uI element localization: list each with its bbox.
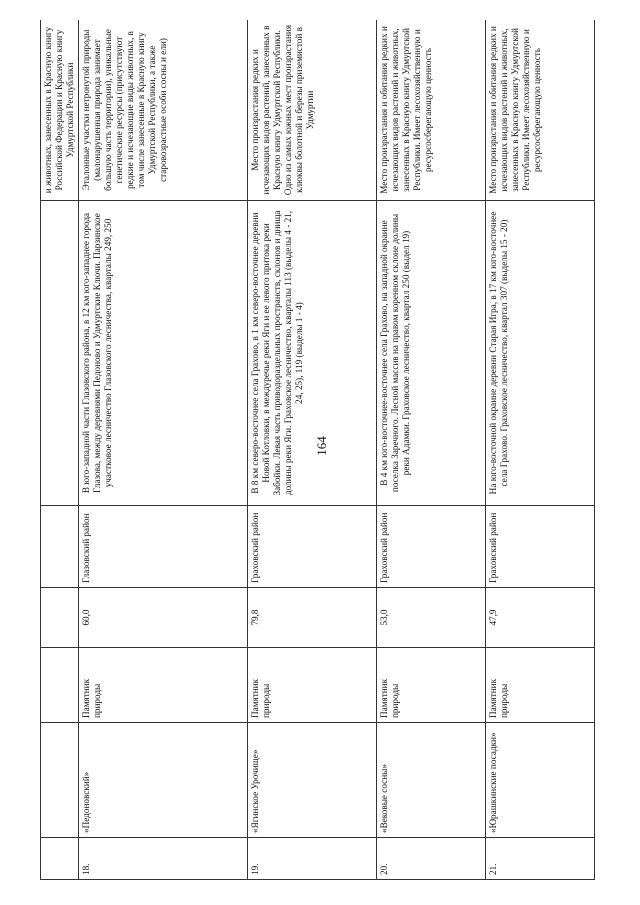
row-area: 47,9	[485, 588, 594, 648]
row-number: 18.	[79, 838, 248, 880]
row-purpose: Место произрастания редких и исчезающих видов растений, занесенных в Красную книгу Удмуртской Республики. Одно из самых южных мест произрастания клюквы болотной и березы приземистой в Удмуртии	[248, 20, 377, 201]
row-number: 20.	[377, 838, 486, 880]
row-purpose: Место произрастания и обитания редких и исчезающих видов растений и животных, занесенных в Красную книгу Удмуртской Республики. Имеет лесохозяйственную и ресурсосберегающую ценность	[485, 20, 594, 201]
table-row	[79, 20, 248, 880]
row-area: 79,8	[248, 588, 377, 648]
table-wrapper	[40, 20, 595, 880]
row-district: Глазовский район	[79, 506, 248, 588]
row-purpose: Эталонные участки нетронутой природы (малонарушенная природа занимает большую часть территории), уникальные генетические ресурсы (присутствуют редкие и исчезающие виды животных, в том числе занесенные в Красную книгу Удмуртской Республики, а также старовозрастные особи сосны и ели)	[79, 20, 248, 201]
row-name: «Вековые сосны»	[377, 723, 486, 838]
row-location: В 8 км северо-восточнее села Грахово, в 1 км северо-восточнее деревни Новой Котловки, в междуречье реки Яги и ее левого притока реки Забойки. Левая часть приводораздельных пространств, склонов и днища долины реки Яги. Граховское лесничество, кварталы 113 (выделы 4 - 21, 24, 25), 119 (выделы 1 - 4)	[248, 201, 377, 506]
continuation-row	[41, 20, 79, 880]
row-type: Памятник природы	[485, 648, 594, 723]
table-row	[485, 20, 594, 880]
page-number: 164	[314, 436, 329, 456]
row-district: Граховский район	[377, 506, 486, 588]
row-location: В юго-западной части Глазовского района, в 12 км юго-западнее города Глазова, между деревнями Педоново и Удмуртские Ключи. Парзинское участковое лесничество Глазовского лесничества, кварталы 249, 250	[79, 201, 248, 506]
row-type: Памятник природы	[79, 648, 248, 723]
row-purpose: Место произрастания и обитания редких и исчезающих видов растений и животных, занесенных в Красную книгу Удмуртской Республики. Имеет лесохозяйственную и ресурсосберегающую ценность	[377, 20, 486, 201]
row-name: «Юрашкинские посадки»	[485, 723, 594, 838]
row-type: Памятник природы	[377, 648, 486, 723]
table-row	[248, 20, 377, 880]
row-type: Памятник природы	[248, 648, 377, 723]
row-location: В 4 км юго-восточнее-восточнее села Грахово, на западной окраине поселка Заречного. Лесной массив на правом коренном склоне долины реки Адамки. Граховское лесничество, квартал 250 (выдел 19)	[377, 201, 486, 506]
row-area: 53,0	[377, 588, 486, 648]
nature-monuments-table	[40, 20, 595, 880]
row-name: «Педоновский»	[79, 723, 248, 838]
rotated-table	[40, 20, 595, 880]
row-district: Граховский район	[248, 506, 377, 588]
row-number: 21.	[485, 838, 594, 880]
table-row	[377, 20, 486, 880]
continuation-purpose: и животных, занесенных в Красную книгу Российской Федерации и Красную книгу Удмуртской Республики	[41, 20, 79, 201]
row-number: 19.	[248, 838, 377, 880]
row-name: «Ягинское Урочище»	[248, 723, 377, 838]
row-location: На юго-восточной окраине деревни Старая Игра, в 17 км юго-восточнее села Грахово. Граховское лесничество, квартал 307 (выделы 15 - 20)	[485, 201, 594, 506]
row-district: Граховский район	[485, 506, 594, 588]
row-area: 60,0	[79, 588, 248, 648]
